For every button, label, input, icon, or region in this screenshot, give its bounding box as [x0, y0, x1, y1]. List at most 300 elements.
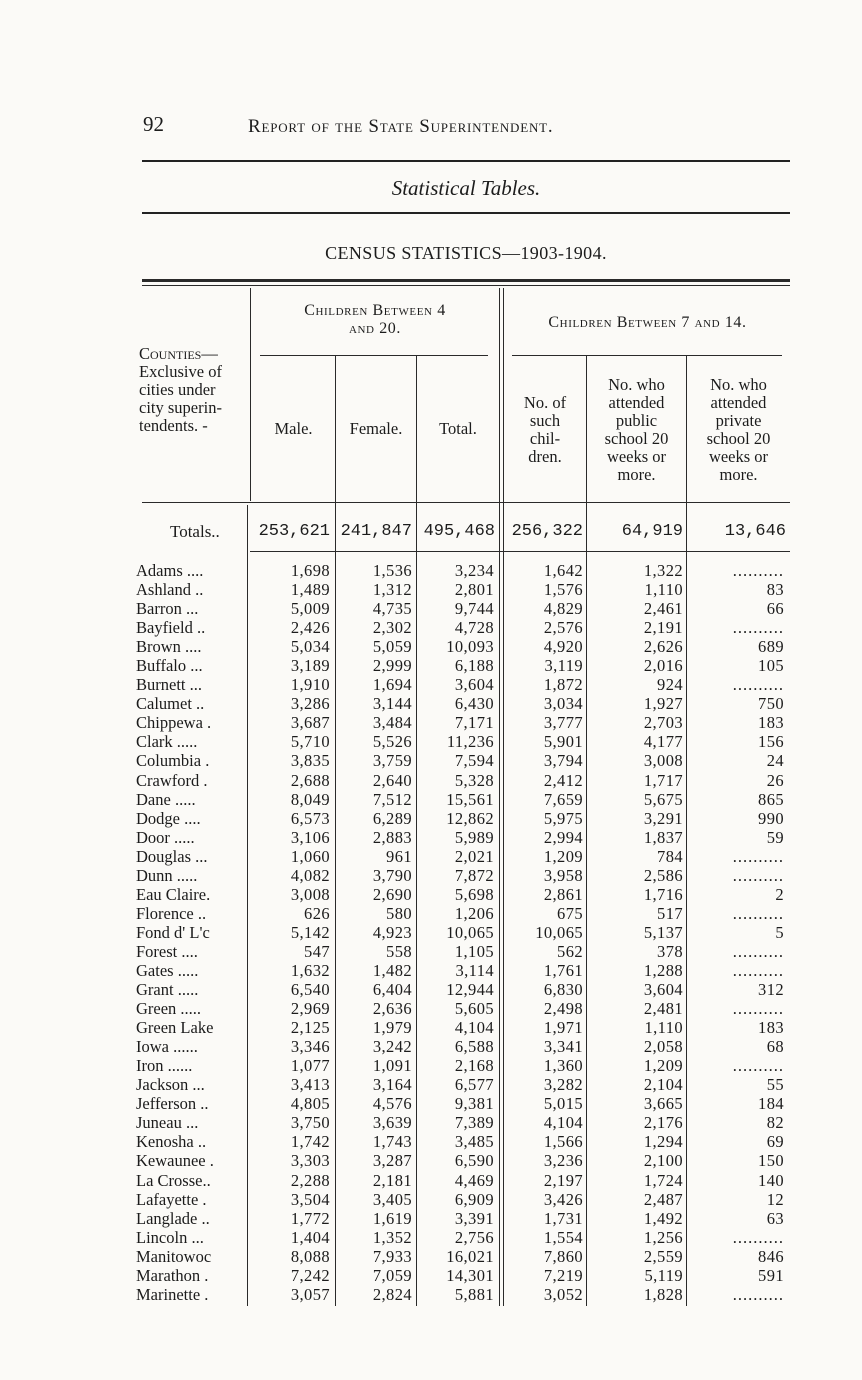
group-header-line: Children Between 4	[304, 302, 446, 319]
total-count: 1,206	[454, 903, 494, 923]
counties-header	[139, 345, 251, 435]
public-header-line: public	[615, 411, 658, 430]
total-count: 3,485	[454, 1132, 494, 1152]
male-count: 1,910	[290, 675, 330, 695]
county-name: Florence ..	[136, 903, 207, 923]
private-school-count: 184	[758, 1094, 784, 1114]
county-name: Jackson ...	[136, 1075, 205, 1095]
such-children-count: 3,282	[543, 1075, 583, 1095]
female-count: 5,059	[372, 637, 412, 657]
private-school-count: ..........	[732, 1284, 784, 1304]
female-count: 1,312	[372, 580, 412, 600]
private-school-count: 591	[758, 1265, 784, 1285]
such-header-line: dren.	[528, 447, 562, 466]
such-children-count: 1,209	[543, 846, 583, 866]
female-count: 2,999	[372, 656, 412, 676]
such-children-count: 3,777	[543, 713, 583, 733]
county-name: Door .....	[136, 827, 195, 847]
male-count: 3,303	[290, 1151, 330, 1171]
such-children-count: 4,920	[543, 637, 583, 657]
total-count: 16,021	[446, 1246, 494, 1266]
total-count: 6,588	[454, 1037, 494, 1057]
rule-top	[142, 160, 790, 162]
such-children-count: 1,971	[543, 1018, 583, 1038]
totals-total: 495,468	[423, 522, 495, 541]
total-count: 7,171	[454, 713, 494, 733]
private-school-count: 2	[775, 884, 784, 904]
male-count: 5,009	[290, 599, 330, 619]
group-header-7-14: Children Between 7 and 14.	[548, 314, 747, 331]
female-count: 6,289	[372, 808, 412, 828]
such-children-count: 1,872	[543, 675, 583, 695]
female-count: 2,883	[372, 827, 412, 847]
private-header-line: No. who	[710, 375, 767, 394]
total-count: 5,698	[454, 884, 494, 904]
male-count: 3,750	[290, 1113, 330, 1133]
public-school-count: 2,104	[643, 1075, 683, 1095]
private-school-count: 66	[766, 599, 784, 619]
public-school-count: 1,209	[643, 1056, 683, 1076]
female-count: 5,526	[372, 732, 412, 752]
female-count: 3,405	[372, 1189, 412, 1209]
public-header-line: weeks or	[606, 447, 667, 466]
county-name: Grant .....	[136, 980, 199, 1000]
total-count: 7,594	[454, 751, 494, 771]
female-count: 3,759	[372, 751, 412, 771]
county-name: Lincoln ...	[136, 1227, 204, 1247]
county-name: Juneau ...	[136, 1113, 199, 1133]
county-name: Marinette .	[136, 1284, 209, 1304]
county-name: Brown ....	[136, 637, 202, 657]
private-school-count: ..........	[732, 675, 784, 695]
county-name: Adams ....	[136, 561, 204, 580]
female-count: 2,302	[372, 618, 412, 638]
female-count: 1,091	[372, 1056, 412, 1076]
total-count: 9,744	[454, 599, 494, 619]
public-school-count: 2,626	[643, 637, 683, 657]
county-name: Dane .....	[136, 789, 196, 809]
private-school-count: 183	[758, 1018, 784, 1038]
private-school-count: ..........	[732, 561, 784, 580]
such-children-count: 5,901	[543, 732, 583, 752]
female-count: 4,735	[372, 599, 412, 619]
such-children-count: 3,426	[543, 1189, 583, 1209]
public-school-count: 1,288	[643, 960, 683, 980]
such-children-count: 3,119	[544, 656, 583, 676]
group-7-14-underline	[512, 355, 782, 356]
private-school-header	[687, 376, 790, 484]
female-count: 2,636	[372, 999, 412, 1019]
female-count: 7,059	[372, 1265, 412, 1285]
county-name: Langlade ..	[136, 1208, 210, 1228]
male-count: 3,835	[290, 751, 330, 771]
total-count: 6,577	[454, 1075, 494, 1095]
such-children-count: 1,554	[543, 1227, 583, 1247]
total-count: 6,430	[454, 694, 494, 714]
such-children-count: 2,861	[543, 884, 583, 904]
counties-header-line: tendents. -	[139, 416, 208, 435]
county-name: Burnett ...	[136, 675, 202, 695]
such-children-count: 4,829	[543, 599, 583, 619]
private-school-count: 83	[766, 580, 784, 600]
such-children-count: 3,034	[543, 694, 583, 714]
private-school-count: 865	[758, 789, 784, 809]
public-header-line: more.	[617, 465, 656, 484]
totals-female: 241,847	[340, 522, 412, 541]
private-school-count: ..........	[732, 618, 784, 638]
such-children-count: 7,219	[543, 1265, 583, 1285]
total-count: 5,328	[454, 770, 494, 790]
public-school-count: 1,110	[644, 580, 683, 600]
male-count: 3,286	[290, 694, 330, 714]
female-count: 2,824	[372, 1284, 412, 1304]
public-school-count: 2,481	[643, 999, 683, 1019]
public-school-count: 1,716	[643, 884, 683, 904]
county-name: Bayfield ..	[136, 618, 206, 638]
public-school-count: 784	[657, 846, 683, 866]
total-count: 2,801	[454, 580, 494, 600]
male-count: 4,082	[290, 865, 330, 885]
totals-label: Totals..	[170, 522, 220, 541]
female-count: 961	[386, 846, 412, 866]
county-name: Gates .....	[136, 960, 199, 980]
private-school-count: 140	[758, 1170, 784, 1190]
total-count: 5,605	[454, 999, 494, 1019]
rule-under-section	[142, 212, 790, 214]
such-children-count: 4,104	[543, 1113, 583, 1133]
total-count: 3,114	[455, 960, 494, 980]
female-count: 7,933	[372, 1246, 412, 1266]
private-school-count: 12	[766, 1189, 784, 1209]
county-name: Marathon .	[136, 1265, 209, 1285]
private-school-count: ..........	[732, 960, 784, 980]
total-count: 4,728	[454, 618, 494, 638]
total-header: Total.	[439, 419, 477, 438]
county-name: Columbia .	[136, 751, 210, 771]
female-count: 4,923	[372, 922, 412, 942]
private-school-count: ..........	[732, 999, 784, 1019]
total-count: 7,389	[454, 1113, 494, 1133]
private-school-count: 5	[775, 922, 784, 942]
private-school-count: 312	[758, 980, 784, 1000]
male-count: 2,288	[290, 1170, 330, 1190]
female-count: 7,512	[372, 789, 412, 809]
female-count: 3,144	[372, 694, 412, 714]
public-school-count: 3,665	[643, 1094, 683, 1114]
female-count: 3,242	[372, 1037, 412, 1057]
public-school-count: 5,675	[643, 789, 683, 809]
such-children-header	[504, 394, 586, 466]
such-header-line: chil-	[529, 429, 561, 448]
vline-public-private	[686, 356, 687, 1306]
private-school-count: ..........	[732, 903, 784, 923]
female-count: 4,576	[372, 1094, 412, 1114]
such-children-count: 2,994	[543, 827, 583, 847]
female-count: 2,690	[372, 884, 412, 904]
female-count: 580	[386, 903, 412, 923]
total-count: 3,391	[454, 1208, 494, 1228]
county-name: Crawford .	[136, 770, 208, 790]
female-count: 1,743	[372, 1132, 412, 1152]
private-header-line: more.	[719, 465, 758, 484]
county-name: Jefferson ..	[136, 1094, 209, 1114]
female-count: 1,979	[372, 1018, 412, 1038]
such-children-count: 675	[557, 903, 583, 923]
group-header-4-20	[252, 302, 498, 338]
counties-header-line: Exclusive of	[139, 362, 222, 381]
totals-under-rule	[250, 551, 790, 552]
male-count: 3,106	[290, 827, 330, 847]
county-name: Green Lake	[136, 1018, 214, 1038]
public-school-count: 1,256	[643, 1227, 683, 1247]
such-children-count: 562	[557, 941, 583, 961]
public-school-count: 1,927	[643, 694, 683, 714]
public-school-count: 2,100	[643, 1151, 683, 1171]
male-count: 6,573	[290, 808, 330, 828]
public-school-count: 1,294	[643, 1132, 683, 1152]
male-count: 3,687	[290, 713, 330, 733]
such-children-count: 10,065	[535, 922, 583, 942]
counties-header-line: city superin-	[139, 398, 222, 417]
total-count: 2,021	[454, 846, 494, 866]
such-children-count: 6,830	[543, 980, 583, 1000]
female-count: 3,164	[372, 1075, 412, 1095]
female-count: 2,640	[372, 770, 412, 790]
public-school-count: 1,492	[643, 1208, 683, 1228]
male-count: 547	[304, 941, 330, 961]
such-header-line: such	[529, 411, 561, 430]
section-title: Statistical Tables.	[391, 176, 541, 200]
public-header-line: attended	[608, 393, 665, 412]
county-name: Chippewa .	[136, 713, 212, 733]
public-school-count: 517	[657, 903, 683, 923]
private-school-count: ..........	[732, 1227, 784, 1247]
female-count: 3,790	[372, 865, 412, 885]
totals-male: 253,621	[258, 522, 330, 541]
public-header-line: school 20	[604, 429, 669, 448]
public-school-count: 2,487	[643, 1189, 683, 1209]
male-count: 3,008	[290, 884, 330, 904]
county-name: Clark .....	[136, 732, 198, 752]
male-count: 3,504	[290, 1189, 330, 1209]
counties-header-line: Counties—	[139, 344, 218, 363]
public-school-count: 1,717	[643, 770, 683, 790]
private-header-line: weeks or	[708, 447, 769, 466]
public-school-count: 2,586	[643, 865, 683, 885]
such-children-count: 2,576	[543, 618, 583, 638]
private-school-count: 105	[758, 656, 784, 676]
total-count: 11,236	[446, 732, 494, 752]
public-header-line: No. who	[608, 375, 665, 394]
group-header-line: and 20.	[348, 320, 402, 337]
county-name: Calumet ..	[136, 694, 205, 714]
total-count: 10,065	[446, 922, 494, 942]
county-name: La Crosse..	[136, 1170, 211, 1190]
such-children-count: 2,412	[543, 770, 583, 790]
county-name: Iron ......	[136, 1056, 193, 1076]
public-school-count: 2,191	[643, 618, 683, 638]
male-count: 1,077	[290, 1056, 330, 1076]
such-children-count: 3,236	[543, 1151, 583, 1171]
male-count: 1,060	[290, 846, 330, 866]
female-count: 1,482	[372, 960, 412, 980]
such-children-count: 1,576	[543, 580, 583, 600]
header-bottom-rule	[142, 502, 790, 503]
private-school-count: 156	[758, 732, 784, 752]
public-school-count: 3,008	[643, 751, 683, 771]
public-school-count: 3,604	[643, 980, 683, 1000]
such-children-count: 7,860	[543, 1246, 583, 1266]
male-count: 1,742	[290, 1132, 330, 1152]
male-count: 3,346	[290, 1037, 330, 1057]
county-name: Lafayette .	[136, 1189, 207, 1209]
total-count: 2,168	[454, 1056, 494, 1076]
private-school-count: 68	[766, 1037, 784, 1057]
such-children-count: 3,794	[543, 751, 583, 771]
total-count: 12,944	[446, 980, 494, 1000]
public-school-count: 1,322	[643, 561, 683, 580]
private-school-count: 82	[766, 1113, 784, 1133]
male-count: 2,688	[290, 770, 330, 790]
public-school-count: 1,110	[644, 1018, 683, 1038]
total-count: 2,756	[454, 1227, 494, 1247]
such-children-count: 1,642	[543, 561, 583, 580]
public-school-count: 5,119	[644, 1265, 683, 1285]
public-school-count: 2,559	[643, 1246, 683, 1266]
male-count: 1,698	[290, 561, 330, 580]
total-count: 9,381	[454, 1094, 494, 1114]
male-count: 2,426	[290, 618, 330, 638]
county-name: Fond d' L'c	[136, 922, 210, 942]
such-children-count: 3,958	[543, 865, 583, 885]
county-name: Manitowoc	[136, 1246, 212, 1266]
female-count: 3,287	[372, 1151, 412, 1171]
private-school-count: 689	[758, 637, 784, 657]
public-school-count: 1,837	[643, 827, 683, 847]
such-children-count: 3,052	[543, 1284, 583, 1304]
male-count: 5,034	[290, 637, 330, 657]
total-count: 4,104	[454, 1018, 494, 1038]
county-name: Dunn .....	[136, 865, 198, 885]
private-school-count: 55	[766, 1075, 784, 1095]
county-name: Eau Claire.	[136, 884, 211, 904]
total-count: 4,469	[454, 1170, 494, 1190]
total-count: 6,590	[454, 1151, 494, 1171]
total-count: 6,909	[454, 1189, 494, 1209]
female-count: 1,694	[372, 675, 412, 695]
private-school-count: 63	[766, 1208, 784, 1228]
vline-such-public	[586, 356, 587, 1306]
table-top-rule-thin	[142, 285, 790, 286]
male-count: 5,142	[290, 922, 330, 942]
running-head: Report of the State Superintendent.	[248, 116, 554, 137]
such-children-count: 5,975	[543, 808, 583, 828]
male-count: 3,189	[290, 656, 330, 676]
male-count: 1,404	[290, 1227, 330, 1247]
private-school-count: 183	[758, 713, 784, 733]
county-name: Barron ...	[136, 599, 199, 619]
private-school-count: 990	[758, 808, 784, 828]
public-school-header	[587, 376, 686, 484]
female-count: 1,619	[372, 1208, 412, 1228]
private-school-count: 26	[766, 770, 784, 790]
female-count: 3,639	[372, 1113, 412, 1133]
total-count: 15,561	[446, 789, 494, 809]
county-name: Forest ....	[136, 941, 198, 961]
total-count: 7,872	[454, 865, 494, 885]
page-number: 92	[143, 112, 164, 136]
total-count: 1,105	[454, 941, 494, 961]
totals-such: 256,322	[511, 522, 583, 541]
private-school-count: ..........	[732, 941, 784, 961]
male-count: 6,540	[290, 980, 330, 1000]
male-count: 1,632	[290, 960, 330, 980]
private-school-count: ..........	[732, 865, 784, 885]
private-school-count: ..........	[732, 846, 784, 866]
such-children-count: 7,659	[543, 789, 583, 809]
male-count: 3,413	[290, 1075, 330, 1095]
totals-public: 64,919	[621, 522, 683, 541]
public-school-count: 2,016	[643, 656, 683, 676]
male-count: 5,710	[290, 732, 330, 752]
female-count: 1,352	[372, 1227, 412, 1247]
private-header-line: private	[715, 411, 762, 430]
such-children-count: 1,761	[543, 960, 583, 980]
group-4-20-underline	[260, 355, 488, 356]
total-count: 6,188	[454, 656, 494, 676]
total-count: 5,989	[454, 827, 494, 847]
total-count: 3,234	[454, 561, 494, 580]
public-school-count: 2,461	[643, 599, 683, 619]
male-count: 626	[304, 903, 330, 923]
public-school-count: 924	[657, 675, 683, 695]
male-count: 2,969	[290, 999, 330, 1019]
county-name: Douglas ...	[136, 846, 208, 866]
public-school-count: 4,177	[643, 732, 683, 752]
table-top-rule	[142, 279, 790, 282]
male-count: 8,049	[290, 789, 330, 809]
male-count: 3,057	[290, 1284, 330, 1304]
male-count: 2,125	[290, 1018, 330, 1038]
private-school-count: 750	[758, 694, 784, 714]
total-count: 5,881	[454, 1284, 494, 1304]
private-school-count: 24	[766, 751, 784, 771]
county-name: Ashland ..	[136, 580, 204, 600]
private-school-count: 69	[766, 1132, 784, 1152]
county-name: Green .....	[136, 999, 202, 1019]
public-school-count: 5,137	[643, 922, 683, 942]
total-count: 3,604	[454, 675, 494, 695]
county-name: Kenosha ..	[136, 1132, 207, 1152]
public-school-count: 2,703	[643, 713, 683, 733]
such-children-count: 2,498	[543, 999, 583, 1019]
such-children-count: 3,341	[543, 1037, 583, 1057]
male-count: 1,489	[290, 580, 330, 600]
public-school-count: 378	[657, 941, 683, 961]
male-count: 8,088	[290, 1246, 330, 1266]
such-children-count: 1,731	[543, 1208, 583, 1228]
public-school-count: 2,058	[643, 1037, 683, 1057]
male-count: 7,242	[290, 1265, 330, 1285]
private-school-count: 59	[766, 827, 784, 847]
female-count: 2,181	[372, 1170, 412, 1190]
such-children-count: 1,566	[543, 1132, 583, 1152]
public-school-count: 1,828	[643, 1284, 683, 1304]
total-count: 12,862	[446, 808, 494, 828]
female-count: 558	[386, 941, 412, 961]
table-title: CENSUS STATISTICS—1903-1904.	[325, 243, 607, 263]
such-children-count: 2,197	[543, 1170, 583, 1190]
